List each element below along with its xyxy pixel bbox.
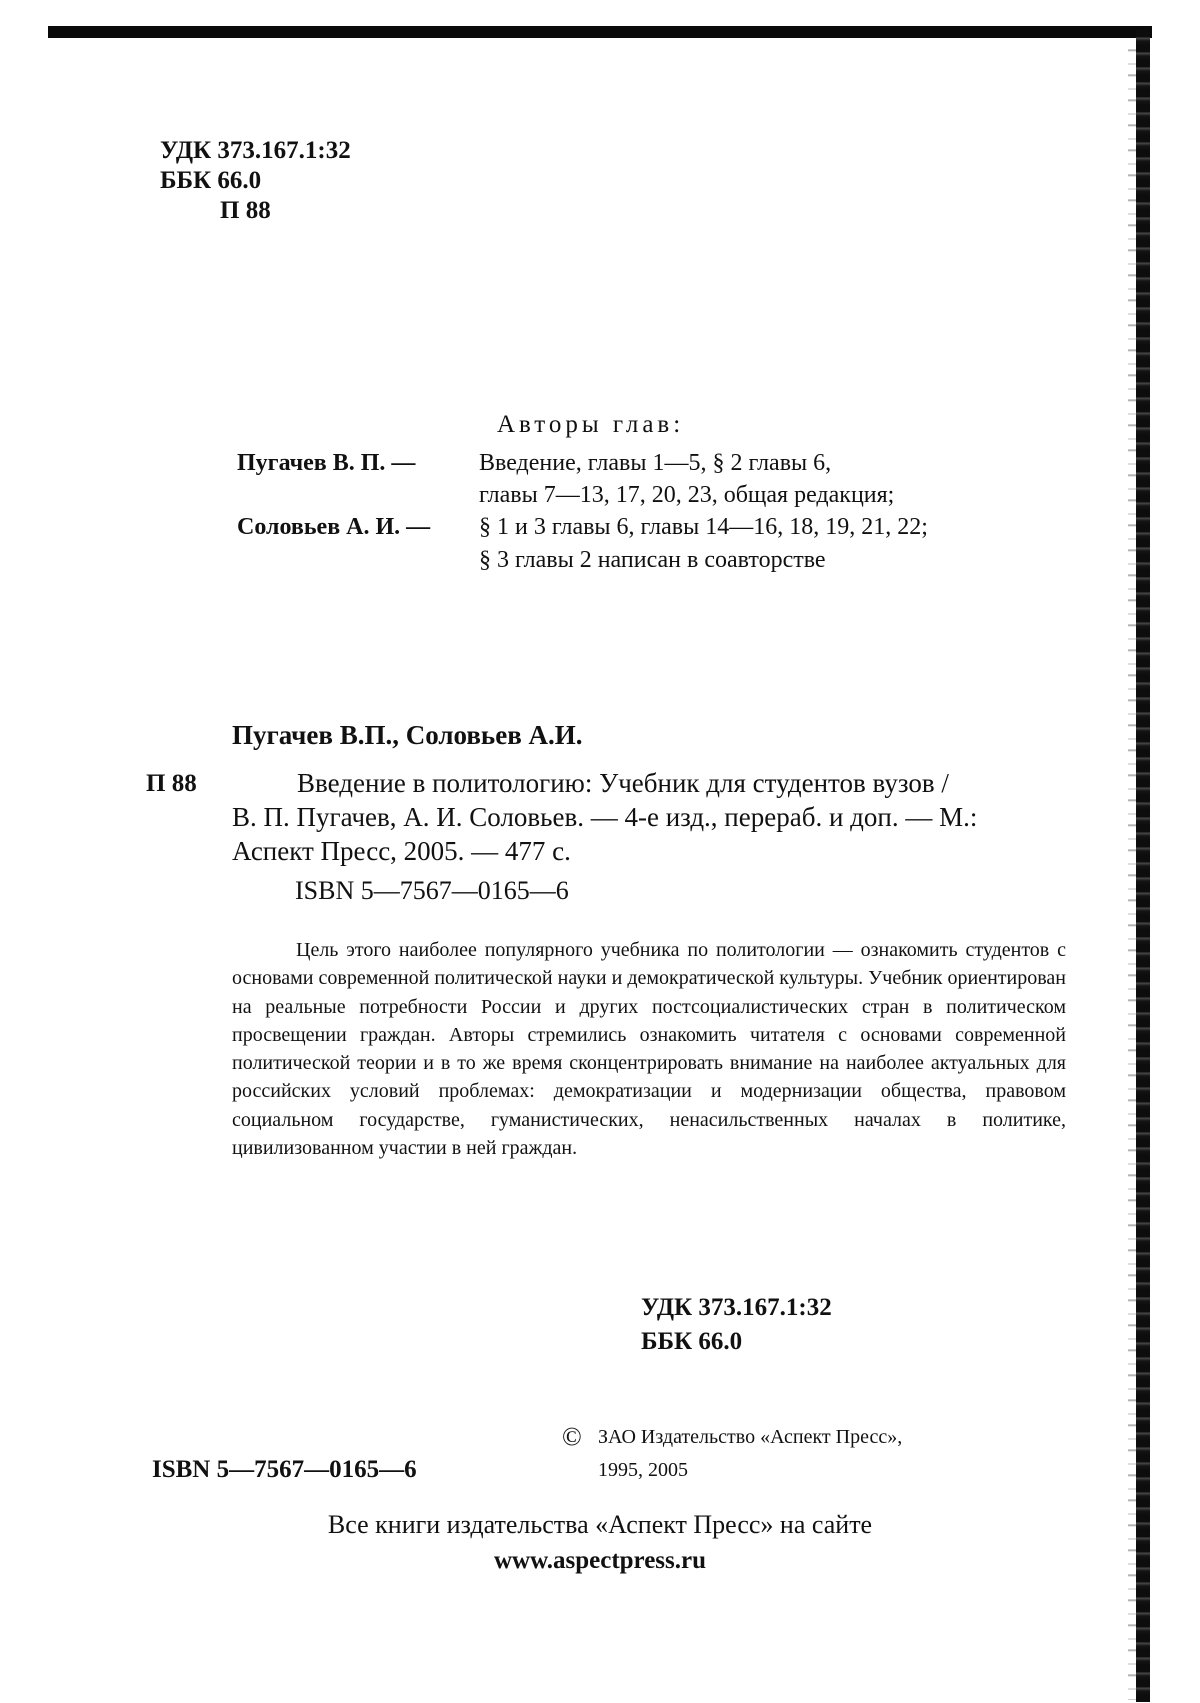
author-code-top: П 88 — [220, 197, 271, 224]
chapter-author-contribution: § 3 главы 2 написан в соавторстве — [479, 547, 826, 573]
website-link[interactable]: www.aspectpress.ru — [493, 1547, 707, 1574]
bbk-code-bottom: ББК 66.0 — [641, 1328, 743, 1355]
bib-author-code: П 88 — [146, 770, 197, 797]
bib-description-line: В. П. Пугачев, А. И. Соловьев. — 4-е изд., перераб. и доп. — М.: — [232, 802, 978, 832]
scan-border-top — [48, 26, 1152, 38]
chapter-author-contribution: главы 7—13, 17, 20, 23, общая редакция; — [479, 482, 895, 508]
udk-code-bottom: УДК 373.167.1:32 — [641, 1294, 832, 1321]
bib-description-line: Введение в политологию: Учебник для студентов вузов / — [297, 768, 949, 798]
udk-code-top: УДК 373.167.1:32 — [160, 137, 351, 164]
chapter-author-contribution: Введение, главы 1—5, § 2 главы 6, — [479, 450, 832, 476]
website-text: Все книги издательства «Аспект Пресс» на сайте — [327, 1510, 873, 1539]
bib-description-line: Аспект Пресс, 2005. — 477 с. — [232, 836, 571, 866]
scan-edge-noise — [1128, 40, 1136, 1700]
chapter-author-name: Пугачев В. П. — — [237, 450, 416, 476]
abstract-block — [232, 936, 1066, 1162]
copyright-icon: © — [562, 1422, 582, 1451]
copyright-years: 1995, 2005 — [598, 1459, 688, 1481]
copyright-holder: ЗАО Издательство «Аспект Пресс», — [598, 1426, 903, 1448]
bib-authors-heading: Пугачев В.П., Соловьев А.И. — [232, 720, 583, 750]
scan-border-right — [1136, 30, 1150, 1702]
chapter-authors-heading: Авторы глав: — [497, 411, 685, 438]
chapter-author-contribution: § 1 и 3 главы 6, главы 14—16, 18, 19, 21, 22; — [479, 514, 928, 540]
bib-isbn: ISBN 5—7567—0165—6 — [295, 876, 569, 905]
isbn-bottom: ISBN 5—7567—0165—6 — [152, 1456, 417, 1483]
chapter-author-name: Соловьев А. И. — — [237, 514, 431, 540]
abstract-text: Цель этого наиболее популярного учебника по политологии — ознакомить студентов с основами современной политической науки и демократической культуры. Учебник ориентирован на реальные потребности России и других постсоциалистических стран в политическом просвещении граждан. Авторы стремились ознакомить читателя с основами современной политической теории и в то же время сконцентрировать внимание на наиболее актуальных для российских условий проблемах: демократизации и модернизации общества, правовом социальном государстве, гуманистических, ненасильственных началах в политике, цивилизованном участии в ней граждан. — [232, 939, 1066, 1160]
bbk-code-top: ББК 66.0 — [160, 167, 262, 194]
